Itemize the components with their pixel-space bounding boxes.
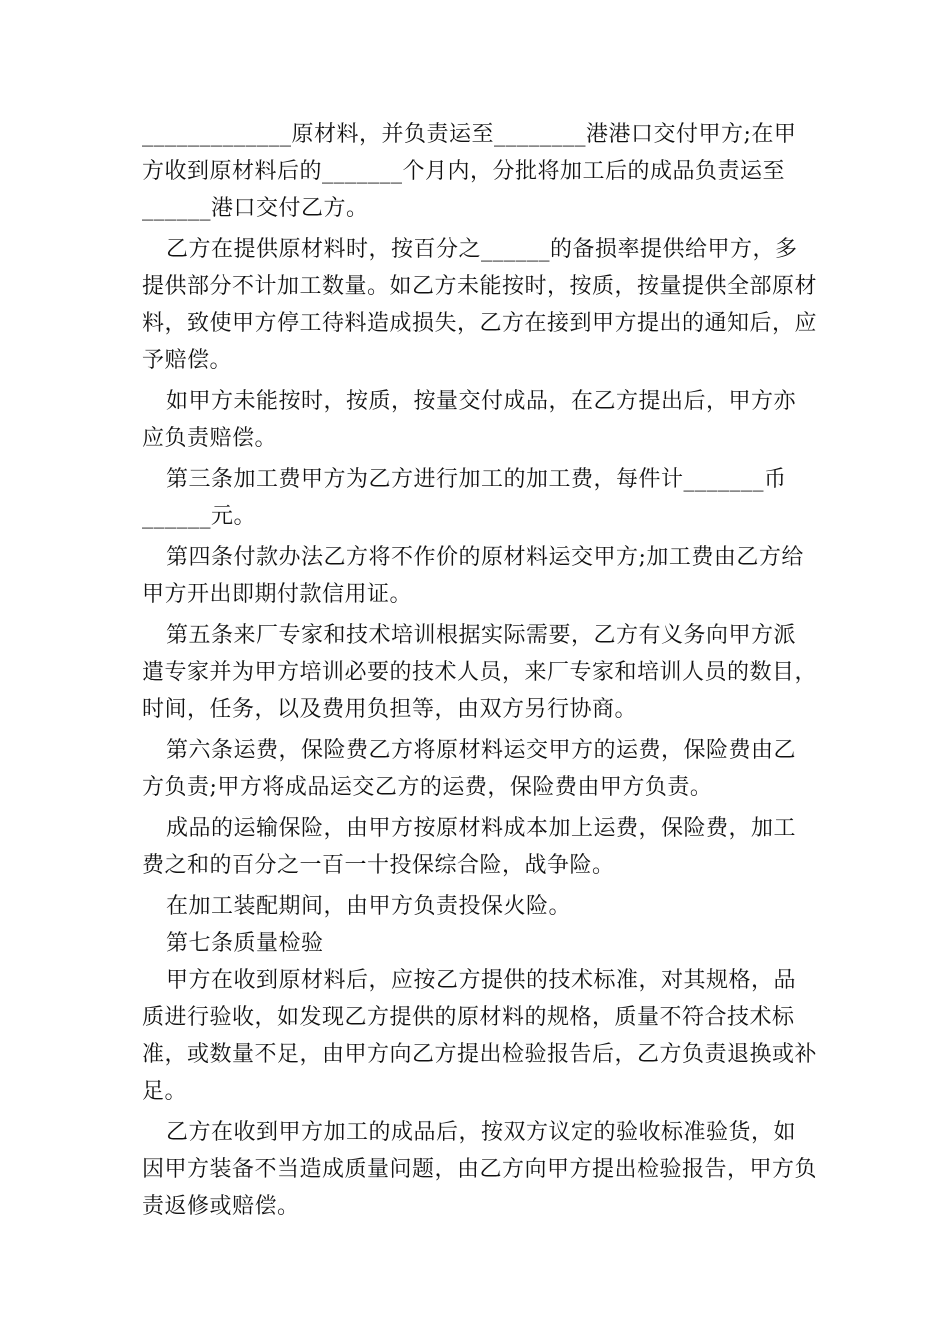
- paragraph-article-3-processing-fee: 第三条加工费甲方为乙方进行加工的加工费，每件计_______币______元。: [142, 467, 787, 529]
- paragraph-article-6-freight-insurance: 第六条运费，保险费乙方将原材料运交甲方的运费，保险费由乙方负责;甲方将成品运交乙方的运费，保险费由甲方负责。: [142, 738, 797, 800]
- paragraph-fire-insurance: 在加工装配期间，由甲方负责投保火险。: [166, 894, 572, 919]
- paragraph-party-a-compensation: 如甲方未能按时，按质，按量交付成品，在乙方提出后，甲方亦应负责赔偿。: [142, 389, 797, 451]
- paragraph-loss-rate: 乙方在提供原材料时，按百分之______的备损率提供给甲方，多提供部分不计加工数量。如乙方未能按时，按质，按量提供全部原材料，致使甲方停工待料造成损失，乙方在接到甲方提出的通知后，应予赔偿。: [142, 237, 818, 373]
- paragraph-delivery-terms: _____________原材料，并负责运至________港港口交付甲方;在甲方收到原材料后的_______个月内，分批将加工后的成品负责运至______港口交付乙方。: [142, 122, 797, 221]
- paragraph-material-inspection: 甲方在收到原材料后，应按乙方提供的技术标准，对其规格，品质进行验收，如发现乙方提供的原材料的规格，质量不符合技术标准，或数量不足，由甲方向乙方提出检验报告后，乙方负责退换或补足。: [142, 968, 818, 1104]
- paragraph-article-5-experts-training: 第五条来厂专家和技术培训根据实际需要，乙方有义务向甲方派遣专家并为甲方培训必要的技术人员，来厂专家和培训人员的数目，时间，任务，以及费用负担等，由双方另行协商。: [142, 623, 818, 722]
- paragraph-transport-insurance: 成品的运输保险，由甲方按原材料成本加上运费，保险费，加工费之和的百分之一百一十投保综合险，战争险。: [142, 816, 797, 878]
- paragraph-article-4-payment: 第四条付款办法乙方将不作价的原材料运交甲方;加工费由乙方给甲方开出即期付款信用证。: [142, 545, 804, 607]
- heading-article-7-quality-inspection: 第七条质量检验: [166, 931, 324, 956]
- paragraph-product-inspection: 乙方在收到甲方加工的成品后，按双方议定的验收标准验货，如因甲方装备不当造成质量问题，由乙方向甲方提出检验报告，甲方负责返修或赔偿。: [142, 1120, 818, 1219]
- document-body: [142, 116, 818, 1229]
